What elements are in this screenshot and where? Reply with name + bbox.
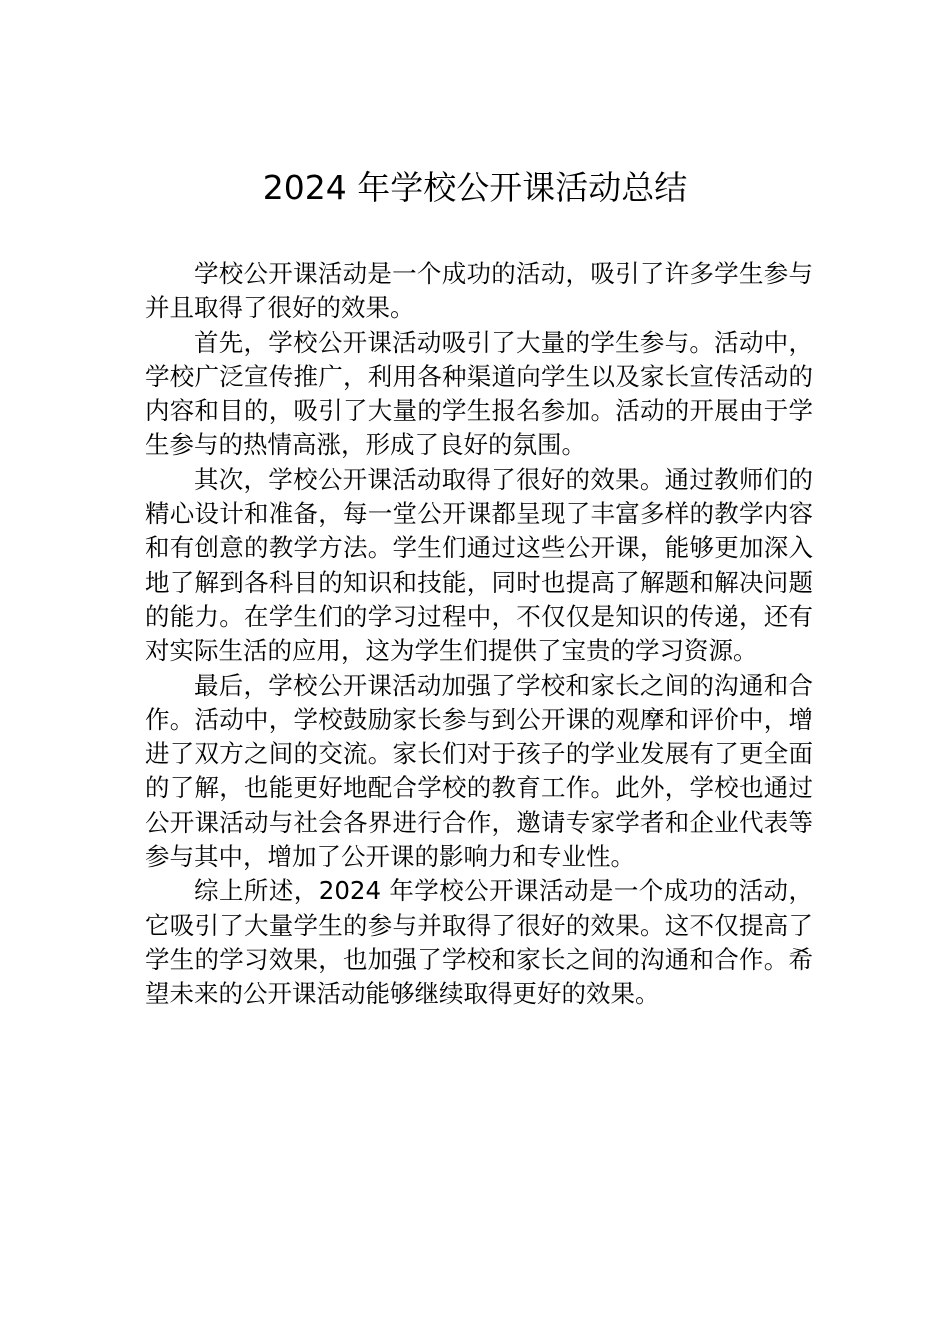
paragraph-second-point: 其次，学校公开课活动取得了很好的效果。通过教师们的精心设计和准备，每一堂公开课都呈现了丰富多样的教学内容和有创意的教学方法。学生们通过这些公开课，能够更加深入地了解到各科目的知识和技能，同时也提高了解题和解决问题的能力。在学生们的学习过程中，不仅仅是知识的传递，还有对实际生活的应用，这为学生们提供了宝贵的学习资源。 (145, 464, 813, 666)
paragraph-final-point: 最后，学校公开课活动加强了学校和家长之间的沟通和合作。活动中，学校鼓励家长参与到公开课的观摩和评价中，增进了双方之间的交流。家长们对于孩子的学业发展有了更全面的了解，也能更好地配合学校的教育工作。此外，学校也通过公开课活动与社会各界进行合作，邀请专家学者和企业代表等参与其中，增加了公开课的影响力和专业性。 (145, 670, 813, 872)
paragraph-conclusion: 综上所述，2024 年学校公开课活动是一个成功的活动，它吸引了大量学生的参与并取得了很好的效果。这不仅提高了学生的学习效果，也加强了学校和家长之间的沟通和合作。希望未来的公开课活动能够继续取得更好的效果。 (145, 876, 813, 1009)
paragraph-intro: 学校公开课活动是一个成功的活动，吸引了许多学生参与并且取得了很好的效果。 (145, 259, 813, 323)
document-body (145, 257, 813, 1012)
paragraph-first-point: 首先，学校公开课活动吸引了大量的学生参与。活动中，学校广泛宣传推广，利用各种渠道向学生以及家长宣传活动的内容和目的，吸引了大量的学生报名参加。活动的开展由于学生参与的热情高涨，形成了良好的氛围。 (145, 327, 813, 460)
document-title: 2024 年学校公开课活动总结 (262, 168, 688, 207)
